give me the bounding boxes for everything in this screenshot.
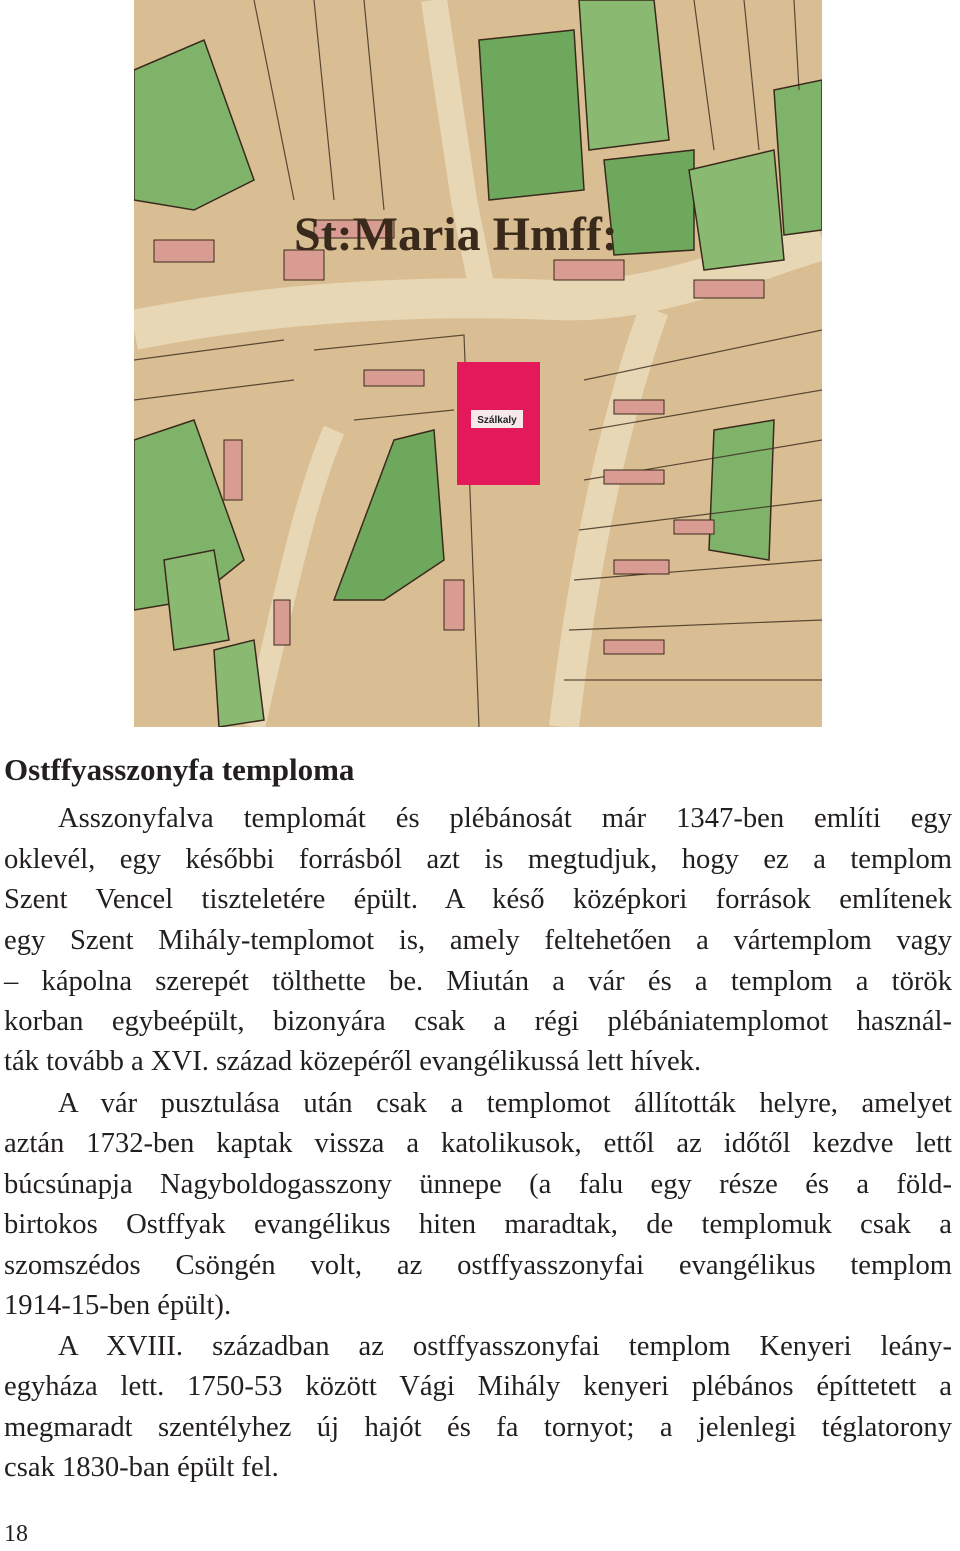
body-text-line: búcsúnapja Nagyboldogasszony ünnepe (a falu egy része és a föld- [4,1169,952,1200]
body-text-line: 1914-15-ben épült). [4,1290,232,1321]
body-text-line: megmaradt szentélyhez új hajót és fa tornyot; a jelenlegi téglatorony [4,1412,952,1443]
page-number: 18 [4,1521,28,1547]
body-text-line: egyháza lett. 1750-53 között Vági Mihály kenyeri plébános építtetett a [4,1371,952,1402]
body-text-line: Szent Vencel tiszteletére épült. A késő középkori források említenek [4,884,952,915]
body-text-line: A XVIII. században az ostffyasszonyfai templom Kenyeri leány- [58,1331,952,1362]
body-text-line: – kápolna szerepét tölthette be. Miután a vár és a templom a török [4,966,952,997]
body-text-line: korban egybeépült, bizonyára csak a régi plébániatemplomot használ- [4,1006,952,1037]
body-text-line: szomszédos Csöngén volt, az ostffyasszonyfai evangélikus templom [4,1250,952,1281]
body-text-line: birtokos Ostffyak evangélikus hiten maradtak, de templomuk csak a [4,1209,952,1240]
church-site-marker-label: Szálkaly [477,415,517,426]
body-text-line: ták tovább a XVI. század közepéről evangélikussá lett hívek. [4,1046,702,1077]
article-heading: Ostffyasszonyfa temploma [4,752,355,787]
body-text-line: egy Szent Mihály-templomot is, amely feltehetően a vártemplom vagy [4,925,952,956]
body-text-line: A vár pusztulása után csak a templomot állították helyre, amelyet [58,1088,952,1119]
body-text-line: csak 1830-ban épült fel. [4,1452,279,1483]
cadastral-map-image [134,0,822,727]
map-title-text: St:Maria Hmff: [294,208,618,261]
body-text-line: oklevél, egy későbbi forrásból azt is megtudjuk, hogy ez a templom [4,844,952,875]
body-text-line: Asszonyfalva templomát és plébánosát már 1347-ben említi egy [58,803,952,834]
body-text-line: aztán 1732-ben kaptak vissza a katolikusok, ettől az időtől kezdve lett [4,1128,952,1159]
